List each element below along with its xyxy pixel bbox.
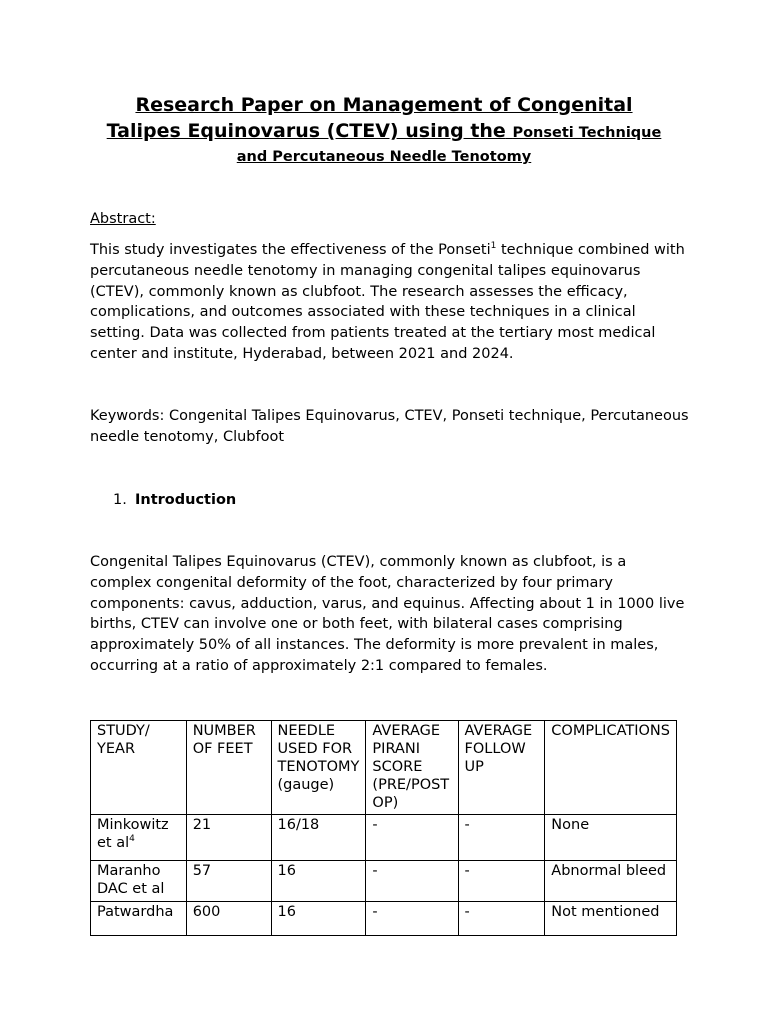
table-cell-feet: 600 [186, 902, 271, 936]
abstract-text-start: This study investigates the effectiveness of the Ponseti [90, 242, 491, 258]
studies-table [90, 720, 677, 936]
table-cell-pirani: - [366, 861, 458, 902]
table-cell-needle: 16 [271, 902, 366, 936]
table-row [91, 902, 677, 936]
header-cell: STUDY/ YEAR [91, 721, 187, 815]
table-cell-follow-up: - [458, 815, 545, 861]
table-cell-pirani: - [366, 902, 458, 936]
table-cell-study: Patwardha [91, 902, 187, 936]
citation-superscript: 4 [129, 834, 135, 845]
title-line-1: Research Paper on Management of Congenital [135, 94, 633, 116]
abstract-heading: Abstract: [90, 211, 156, 227]
table-cell-pirani: - [366, 815, 458, 861]
abstract-paragraph [90, 240, 690, 365]
table-cell-study: Maranho DAC et al [91, 861, 187, 902]
paper-title [60, 92, 708, 168]
header-cell: NUMBER OF FEET [186, 721, 271, 815]
section-number: 1. [113, 492, 127, 508]
header-cell: AVERAGE PIRANI SCORE (PRE/POST OP) [366, 721, 458, 815]
section-title: Introduction [135, 492, 237, 508]
header-cell: NEEDLE USED FOR TENOTOMY (gauge) [271, 721, 366, 815]
table-cell-feet: 57 [186, 861, 271, 902]
table-cell-follow-up: - [458, 861, 545, 902]
title-line-3: and Percutaneous Needle Tenotomy [236, 149, 532, 165]
citation-superscript: 1 [490, 241, 497, 252]
table-row [91, 815, 677, 861]
section-heading-introduction [113, 490, 236, 510]
study-name: Minkowitz et al [97, 817, 169, 851]
table-cell-needle: 16 [271, 861, 366, 902]
header-cell: COMPLICATIONS [545, 721, 677, 815]
table-header-row [91, 721, 677, 815]
abstract-text-end: technique combined with percutaneous needle tenotomy in managing congenital talipes equinovarus (CTEV), commonly known as clubfoot. The research assesses the efficacy, complications, and outcomes associated with these techniques in a clinical setting. Data was collected from patients treated at the tertiary most medical center and institute, Hyderabad, between 2021 and 2024. [90, 242, 685, 362]
table-cell-follow-up: - [458, 902, 545, 936]
title-line-2 [60, 118, 708, 146]
header-cell: AVERAGE FOLLOW UP [458, 721, 545, 815]
table-cell-complications: Abnormal bleed [545, 861, 677, 902]
table-cell-complications: Not mentioned [545, 902, 677, 936]
keywords-paragraph: Keywords: Congenital Talipes Equinovarus, CTEV, Ponseti technique, Percutaneous needle tenotomy, Clubfoot [90, 408, 689, 445]
table-row [91, 861, 677, 902]
table-cell-feet: 21 [186, 815, 271, 861]
table-cell-needle: 16/18 [271, 815, 366, 861]
title-line-2-main: Talipes Equinovarus (CTEV) using the [106, 120, 506, 142]
introduction-paragraph: Congenital Talipes Equinovarus (CTEV), commonly known as clubfoot, is a complex congenital deformity of the foot, characterized by four primary components: cavus, adduction, varus, and equinus. Affecting about 1 in 1000 live births, CTEV can involve one or both feet, with bilateral cases comprising approximately 50% of all instances. The deformity is more prevalent in males, occurring at a ratio of approximately 2:1 compared to females. [90, 554, 685, 674]
table-cell-complications: None [545, 815, 677, 861]
table-cell-study [91, 815, 187, 861]
title-line-2-small: Ponseti Technique [512, 125, 662, 141]
